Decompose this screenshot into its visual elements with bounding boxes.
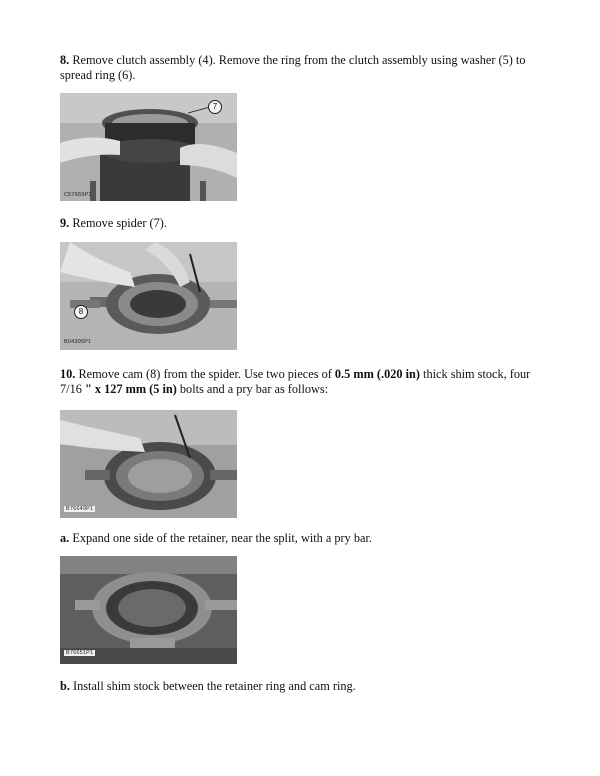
figure-id: C57659P1 — [64, 192, 92, 198]
step-text: Remove cam (8) from the spider. Use two pieces of — [78, 367, 335, 381]
step-number: 10. — [60, 367, 76, 381]
figure-id: B76649P1 — [66, 506, 94, 512]
step-a-text — [60, 531, 550, 546]
figure-id: B76651P1 — [66, 650, 94, 656]
callout-label: 8 — [74, 305, 88, 319]
step-9-text — [60, 216, 550, 231]
step-text: Install shim stock between the retainer ring and cam ring. — [73, 679, 356, 693]
step-10-text — [60, 367, 550, 397]
photo-remove-cam — [60, 410, 237, 518]
step-text-bold: " x 127 mm (5 in) — [84, 382, 177, 396]
step-8-text — [60, 53, 550, 83]
figure-id: B04305P1 — [64, 339, 92, 345]
step-number: b. — [60, 679, 70, 693]
step-number: 8. — [60, 53, 70, 67]
photo-expand-retainer — [60, 556, 237, 664]
step-text: bolts and a pry bar as follows: — [176, 382, 329, 396]
photo-clutch-assembly — [60, 93, 237, 201]
step-number: 9. — [60, 216, 70, 230]
step-text: Expand one side of the retainer, near the split, with a pry bar. — [72, 531, 372, 545]
photo-spider — [60, 242, 237, 350]
step-number: a. — [60, 531, 70, 545]
step-text: Remove clutch assembly (4). Remove the ring from the clutch assembly using washer (5) to spread ring (6). — [60, 53, 526, 82]
step-text-bold: 0.5 mm (.020 in) — [334, 367, 420, 381]
callout-label: 7 — [208, 100, 222, 114]
step-b-text — [60, 679, 550, 694]
step-text: Remove spider (7). — [72, 216, 167, 230]
step-text: thick shim stock, four 7/16 — [60, 367, 531, 396]
